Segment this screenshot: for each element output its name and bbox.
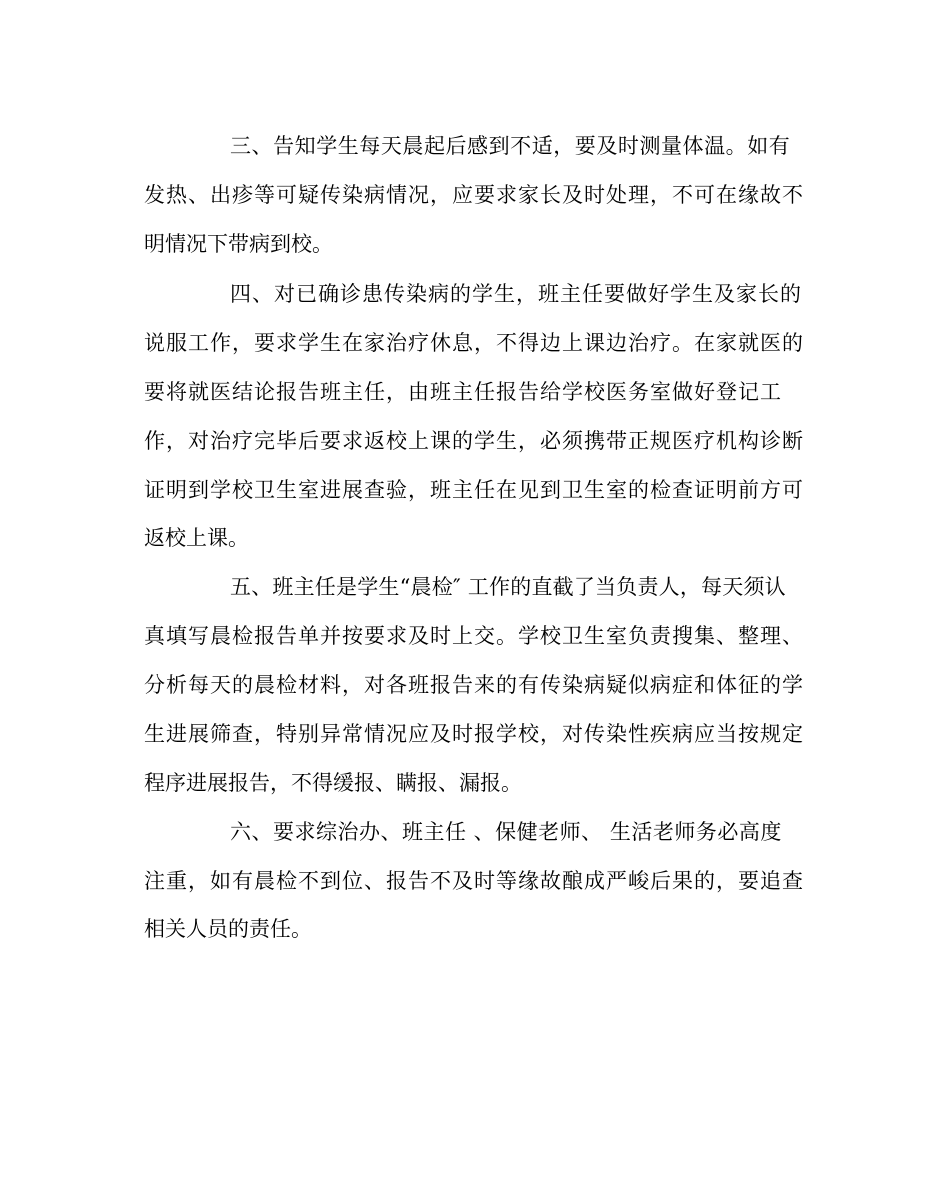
paragraph-line: 六、要求综治办、班主任 、保健老师、 生活老师务必高度 xyxy=(230,820,782,844)
paragraph-line: 注重，如有晨检不到位、报告不及时等缘故酿成严峻后果的，要追查 xyxy=(144,869,804,893)
paragraph-line: 分析每天的晨检材料，对各班报告来的有传染病疑似病症和体征的学 xyxy=(144,673,804,697)
paragraph-line: 程序进展报告，不得缓报、瞒报、漏报。 xyxy=(144,771,522,795)
paragraph-line: 真填写晨检报告单并按要求及时上交。学校卫生室负责搜集、整理、 xyxy=(144,624,804,648)
paragraph-line: 明情况下带病到校。 xyxy=(144,232,333,256)
paragraph-line: 发热、出疹等可疑传染病情况，应要求家长及时处理，不可在缘故不 xyxy=(144,183,804,207)
paragraph-line: 返校上课。 xyxy=(144,526,249,550)
paragraph-line: 要将就医结论报告班主任，由班主任报告给学校医务室做好登记工 xyxy=(144,380,782,404)
paragraph-line: 作，对治疗完毕后要求返校上课的学生，必须携带正规医疗机构诊断 xyxy=(144,429,804,453)
paragraph-line: 说服工作，要求学生在家治疗休息，不得边上课边治疗。在家就医的 xyxy=(144,331,804,355)
paragraph-line: 生进展筛查，特别异常情况应及时报学校，对传染性疾病应当按规定 xyxy=(144,722,804,746)
paragraph-line: 相关人员的责任。 xyxy=(144,917,312,941)
paragraph-line: 证明到学校卫生室进展查验，班主任在见到卫生室的检查证明前方可 xyxy=(144,478,804,502)
paragraph-line: 三、告知学生每天晨起后感到不适，要及时测量体温。如有 xyxy=(230,134,791,158)
paragraph-line: 四、对已确诊患传染病的学生，班主任要做好学生及家长的 xyxy=(230,282,802,306)
paragraph-line: 五、班主任是学生“晨检″ 工作的直截了当负责人，每天须认 xyxy=(230,575,786,599)
